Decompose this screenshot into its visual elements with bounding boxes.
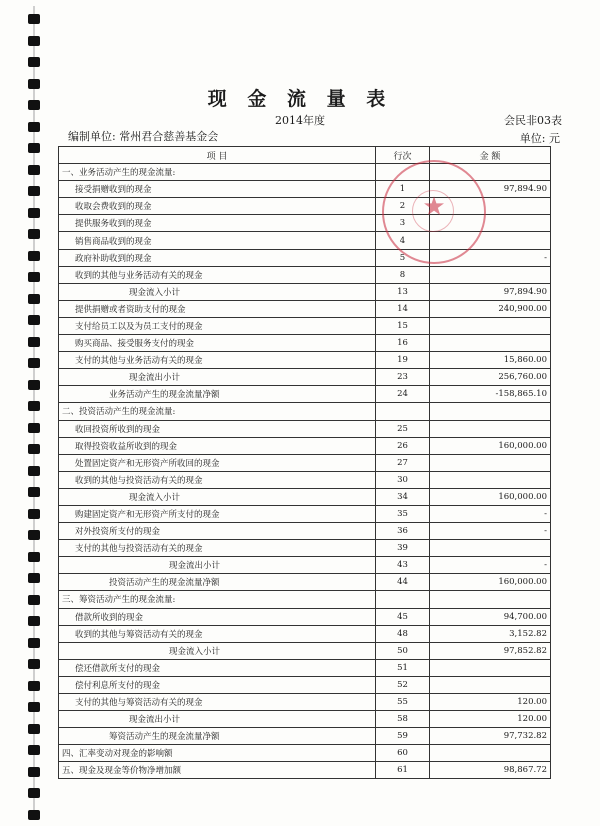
- row-line-no: 45: [376, 608, 430, 625]
- row-amount: -158,865.10: [430, 386, 551, 403]
- binding-ring: [28, 745, 40, 755]
- table-row: [59, 728, 551, 745]
- reporting-organization: 编制单位: 常州君合慈善基金会: [68, 130, 219, 143]
- seal-star-icon: ★: [422, 192, 446, 222]
- binding-ring: [28, 229, 40, 239]
- binding-ring: [28, 638, 40, 648]
- header-amount: 金 额: [430, 147, 551, 164]
- row-amount: 120.00: [430, 694, 551, 711]
- binding-ring: [28, 14, 40, 24]
- binding-ring: [28, 466, 40, 476]
- table-row: [59, 625, 551, 642]
- binding-ring: [28, 423, 40, 433]
- binding-ring: [28, 724, 40, 734]
- binding-ring: [28, 401, 40, 411]
- row-label: 一、业务活动产生的现金流量:: [59, 164, 376, 181]
- binding-ring: [28, 509, 40, 519]
- row-amount: [430, 420, 551, 437]
- row-line-no: 30: [376, 471, 430, 488]
- row-amount: [430, 471, 551, 488]
- form-code: 会民非03表: [504, 114, 562, 127]
- row-amount: 97,852.82: [430, 642, 551, 659]
- binding-ring: [28, 208, 40, 218]
- row-line-no: 35: [376, 505, 430, 522]
- table-row: [59, 317, 551, 334]
- row-label: 现金流入小计: [59, 642, 376, 659]
- row-label: 偿还借款所支付的现金: [59, 659, 376, 676]
- row-amount: [430, 232, 551, 249]
- table-row: [59, 215, 551, 232]
- binding-ring: [28, 702, 40, 712]
- binding-ring: [28, 530, 40, 540]
- binding-ring: [28, 165, 40, 175]
- row-amount: [430, 676, 551, 693]
- table-row: [59, 659, 551, 676]
- row-line-no: 3: [376, 215, 430, 232]
- binding-ring: [28, 143, 40, 153]
- row-line-no: [376, 164, 430, 181]
- table-row: [59, 488, 551, 505]
- table-row: [59, 352, 551, 369]
- row-line-no: 36: [376, 523, 430, 540]
- row-line-no: 59: [376, 728, 430, 745]
- row-label: 投资活动产生的现金流量净额: [59, 574, 376, 591]
- row-label: 现金流入小计: [59, 283, 376, 300]
- row-line-no: 13: [376, 283, 430, 300]
- row-line-no: [376, 591, 430, 608]
- row-amount: 97,894.90: [430, 283, 551, 300]
- row-label: 取得投资收益所收到的现金: [59, 437, 376, 454]
- table-row: [59, 557, 551, 574]
- binding-ring: [28, 487, 40, 497]
- row-line-no: 15: [376, 317, 430, 334]
- row-line-no: 25: [376, 420, 430, 437]
- row-amount: [430, 317, 551, 334]
- row-amount: 160,000.00: [430, 488, 551, 505]
- row-label: 收到的其他与筹资活动有关的现金: [59, 625, 376, 642]
- table-row: [59, 420, 551, 437]
- row-line-no: 34: [376, 488, 430, 505]
- row-label: 偿付利息所支付的现金: [59, 676, 376, 693]
- row-line-no: 44: [376, 574, 430, 591]
- table-row: [59, 335, 551, 352]
- row-amount: [430, 198, 551, 215]
- row-line-no: 5: [376, 249, 430, 266]
- row-label: 政府补助收到的现金: [59, 249, 376, 266]
- row-label: 现金流出小计: [59, 369, 376, 386]
- table-row: [59, 608, 551, 625]
- row-label: 筹资活动产生的现金流量净额: [59, 728, 376, 745]
- row-label: 现金流入小计: [59, 488, 376, 505]
- row-label: 对外投资所支付的现金: [59, 523, 376, 540]
- table-row: [59, 642, 551, 659]
- row-label: 三、筹资活动产生的现金流量:: [59, 591, 376, 608]
- binding-ring: [28, 251, 40, 261]
- binding-ring: [28, 57, 40, 67]
- table-row: [59, 454, 551, 471]
- row-label: 业务活动产生的现金流量净额: [59, 386, 376, 403]
- binding-ring: [28, 659, 40, 669]
- row-label: 现金流出小计: [59, 711, 376, 728]
- binding-ring: [28, 294, 40, 304]
- row-amount: -: [430, 523, 551, 540]
- binding-ring: [28, 810, 40, 820]
- row-line-no: [376, 403, 430, 420]
- row-label: 收回投资所收到的现金: [59, 420, 376, 437]
- row-amount: 256,760.00: [430, 369, 551, 386]
- binding-ring: [28, 444, 40, 454]
- binding-ring: [28, 767, 40, 777]
- row-label: 收到的其他与业务活动有关的现金: [59, 266, 376, 283]
- binding-ring: [28, 315, 40, 325]
- row-amount: 120.00: [430, 711, 551, 728]
- row-label: 购建固定资产和无形资产所支付的现金: [59, 505, 376, 522]
- row-amount: 15,860.00: [430, 352, 551, 369]
- binding-ring: [28, 272, 40, 282]
- cash-flow-table: [58, 146, 551, 779]
- row-line-no: 1: [376, 181, 430, 198]
- row-amount: 97,732.82: [430, 728, 551, 745]
- table-row: [59, 471, 551, 488]
- row-line-no: 23: [376, 369, 430, 386]
- row-label: 销售商品收到的现金: [59, 232, 376, 249]
- row-line-no: 4: [376, 232, 430, 249]
- row-label: 提供服务收到的现金: [59, 215, 376, 232]
- row-amount: [430, 266, 551, 283]
- row-amount: [430, 659, 551, 676]
- binding-ring: [28, 358, 40, 368]
- binding-ring: [28, 552, 40, 562]
- row-amount: 98,867.72: [430, 762, 551, 779]
- row-label: 收到的其他与投资活动有关的现金: [59, 471, 376, 488]
- row-amount: [430, 454, 551, 471]
- row-amount: -: [430, 557, 551, 574]
- row-amount: [430, 540, 551, 557]
- row-line-no: 50: [376, 642, 430, 659]
- table-row: [59, 403, 551, 420]
- table-row: [59, 164, 551, 181]
- binding-ring: [28, 573, 40, 583]
- row-amount: -: [430, 505, 551, 522]
- row-label: 收取会费收到的现金: [59, 198, 376, 215]
- table-row: [59, 266, 551, 283]
- row-label: 二、投资活动产生的现金流量:: [59, 403, 376, 420]
- row-line-no: 51: [376, 659, 430, 676]
- binding-ring: [28, 616, 40, 626]
- row-line-no: 24: [376, 386, 430, 403]
- row-label: 支付的其他与筹资活动有关的现金: [59, 694, 376, 711]
- header-line-no: 行次: [376, 147, 430, 164]
- binding-ring: [28, 36, 40, 46]
- table-row: [59, 181, 551, 198]
- row-line-no: 60: [376, 745, 430, 762]
- binding-ring: [28, 186, 40, 196]
- row-line-no: 2: [376, 198, 430, 215]
- row-line-no: 61: [376, 762, 430, 779]
- table-row: [59, 762, 551, 779]
- row-label: 提供捐赠或者资助支付的现金: [59, 300, 376, 317]
- row-label: 支付的其他与投资活动有关的现金: [59, 540, 376, 557]
- spiral-binding: [28, 6, 42, 820]
- row-line-no: 19: [376, 352, 430, 369]
- table-header-row: [59, 147, 551, 164]
- row-amount: 3,152.82: [430, 625, 551, 642]
- table-row: [59, 694, 551, 711]
- row-line-no: 39: [376, 540, 430, 557]
- binding-ring: [28, 595, 40, 605]
- table-row: [59, 745, 551, 762]
- table-row: [59, 369, 551, 386]
- row-amount: 97,894.90: [430, 181, 551, 198]
- table-row: [59, 198, 551, 215]
- table-row: [59, 249, 551, 266]
- row-line-no: 58: [376, 711, 430, 728]
- row-amount: 94,700.00: [430, 608, 551, 625]
- table-row: [59, 711, 551, 728]
- binding-ring: [28, 380, 40, 390]
- report-year: 2014年度: [275, 114, 325, 127]
- table-row: [59, 523, 551, 540]
- table-row: [59, 437, 551, 454]
- currency-unit: 单位: 元: [519, 132, 560, 145]
- table-row: [59, 300, 551, 317]
- binding-ring: [28, 337, 40, 347]
- row-amount: [430, 745, 551, 762]
- row-line-no: 8: [376, 266, 430, 283]
- row-amount: 240,900.00: [430, 300, 551, 317]
- row-label: 支付给员工以及为员工支付的现金: [59, 317, 376, 334]
- row-amount: [430, 215, 551, 232]
- row-line-no: 55: [376, 694, 430, 711]
- row-amount: [430, 403, 551, 420]
- table-row: [59, 574, 551, 591]
- row-label: 处置固定资产和无形资产所收回的现金: [59, 454, 376, 471]
- row-label: 现金流出小计: [59, 557, 376, 574]
- table-row: [59, 283, 551, 300]
- row-line-no: 16: [376, 335, 430, 352]
- row-line-no: 14: [376, 300, 430, 317]
- table-row: [59, 232, 551, 249]
- row-line-no: 43: [376, 557, 430, 574]
- binding-ring: [28, 681, 40, 691]
- row-line-no: 52: [376, 676, 430, 693]
- row-label: 购买商品、接受服务支付的现金: [59, 335, 376, 352]
- row-label: 五、现金及现金等价物净增加额: [59, 762, 376, 779]
- document-title: 现 金 流 量 表: [207, 88, 393, 110]
- table-row: [59, 676, 551, 693]
- row-line-no: 26: [376, 437, 430, 454]
- row-amount: [430, 591, 551, 608]
- row-line-no: 48: [376, 625, 430, 642]
- row-amount: 160,000.00: [430, 574, 551, 591]
- table-row: [59, 540, 551, 557]
- row-label: 四、汇率变动对现金的影响额: [59, 745, 376, 762]
- row-label: 借款所收到的现金: [59, 608, 376, 625]
- row-label: 支付的其他与业务活动有关的现金: [59, 352, 376, 369]
- row-label: 接受捐赠收到的现金: [59, 181, 376, 198]
- binding-ring: [28, 788, 40, 798]
- header-item: 项 目: [59, 147, 376, 164]
- table-row: [59, 505, 551, 522]
- row-line-no: 27: [376, 454, 430, 471]
- row-amount: -: [430, 249, 551, 266]
- table-row: [59, 386, 551, 403]
- row-amount: [430, 335, 551, 352]
- row-amount: [430, 164, 551, 181]
- table-row: [59, 591, 551, 608]
- row-amount: 160,000.00: [430, 437, 551, 454]
